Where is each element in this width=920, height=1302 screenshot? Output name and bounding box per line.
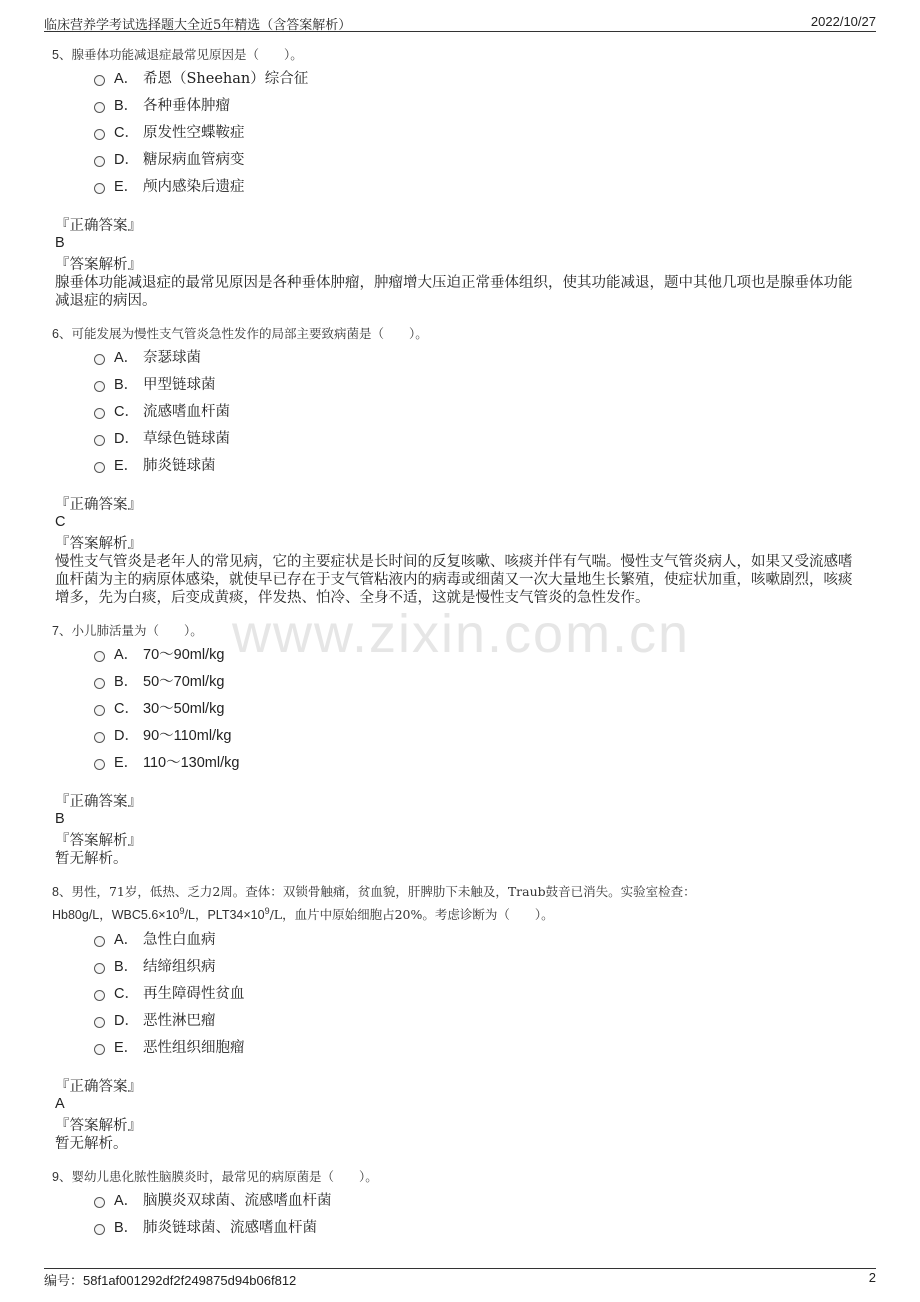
question-8-answer: A bbox=[55, 1096, 65, 1112]
page-number: 2 bbox=[868, 1270, 876, 1285]
question-8-stem-line2: Hb80g/L，$WBC5.6\times 10^9/L$，$PLT34\times 10^9/L$，血片中原始细胞占20%。考虑诊断为（ ）。 bbox=[52, 905, 554, 922]
watermark: www.zixin.com.cn bbox=[232, 604, 691, 664]
radio-icon[interactable] bbox=[94, 963, 105, 974]
radio-icon[interactable] bbox=[94, 354, 105, 365]
footer-divider bbox=[44, 1268, 876, 1269]
question-7-option-d[interactable]: D． 90～110ml/kg bbox=[94, 723, 231, 745]
radio-icon[interactable] bbox=[94, 129, 105, 140]
radio-icon[interactable] bbox=[94, 705, 105, 716]
question-5-answer: B bbox=[55, 235, 65, 251]
question-5-explanation: 腺垂体功能减退症的最常见原因是各种垂体肿瘤，肿瘤增大压迫正常垂体组织，使其功能减退，题中其他几项也是腺垂体功能减退症的病因。 bbox=[55, 275, 853, 309]
radio-icon[interactable] bbox=[94, 936, 105, 947]
answer-label: 『正确答案』 bbox=[55, 794, 142, 810]
document-code-label: 编号： bbox=[44, 1274, 84, 1289]
radio-icon[interactable] bbox=[94, 102, 105, 113]
answer-label: 『正确答案』 bbox=[55, 1079, 142, 1095]
radio-icon[interactable] bbox=[94, 759, 105, 770]
question-5-option-e[interactable]: E． 颅内感染后遗症 bbox=[94, 174, 245, 196]
question-5-option-c[interactable]: C． 原发性空蝶鞍症 bbox=[94, 120, 245, 142]
question-6-explanation: 慢性支气管炎是老年人的常见病，它的主要症状是长时间的反复咳嗽、咳痰并伴有气喘。慢性支气管炎病人，如果又受流感嗜血杆菌为主的病原体感染，就使早已存在于支气管粘液内的病毒或细菌又一次大量地生长繁殖，使症状加重，咳嗽剧烈，咳痰增多，先为白痰，后变成黄痰，伴发热、怕冷、全身不适，这就是慢性支气管炎的急性发作。 bbox=[55, 554, 853, 606]
question-6-stem: 6、可能发展为慢性支气管炎急性发作的局部主要致病菌是（ ）。 bbox=[52, 326, 428, 341]
explanation-label: 『答案解析』 bbox=[55, 257, 142, 273]
radio-icon[interactable] bbox=[94, 1017, 105, 1028]
radio-icon[interactable] bbox=[94, 183, 105, 194]
radio-icon[interactable] bbox=[94, 1044, 105, 1055]
question-9-option-b[interactable]: B． 肺炎链球菌、流感嗜血杆菌 bbox=[94, 1215, 317, 1237]
answer-label: 『正确答案』 bbox=[55, 497, 142, 513]
question-6-answer: C bbox=[55, 514, 66, 530]
question-7-option-a[interactable]: A． 70～90ml/kg bbox=[94, 642, 224, 664]
question-7-answer: B bbox=[55, 811, 65, 827]
question-8-option-b[interactable]: B． 结缔组织病 bbox=[94, 954, 216, 976]
radio-icon[interactable] bbox=[94, 462, 105, 473]
radio-icon[interactable] bbox=[94, 408, 105, 419]
question-5-option-d[interactable]: D． 糖尿病血管病变 bbox=[94, 147, 245, 169]
radio-icon[interactable] bbox=[94, 678, 105, 689]
question-5-option-b[interactable]: B． 各种垂体肿瘤 bbox=[94, 93, 230, 115]
question-6-option-d[interactable]: D． 草绿色链球菌 bbox=[94, 426, 230, 448]
question-6-option-c[interactable]: C． 流感嗜血杆菌 bbox=[94, 399, 230, 421]
question-7-option-e[interactable]: E． 110～130ml/kg bbox=[94, 750, 239, 772]
question-6-option-a[interactable]: A． 奈瑟球菌 bbox=[94, 345, 201, 367]
question-8-stem: 8、男性，71岁，低热、乏力2周。查体：双锁骨触痛，贫血貌，肝脾肋下未触及，Traub鼓音已消失。实验室检查： bbox=[52, 884, 696, 899]
question-8-option-d[interactable]: D． 恶性淋巴瘤 bbox=[94, 1008, 216, 1030]
question-7-stem: 7、小儿肺活量为（ ）。 bbox=[52, 623, 203, 638]
header-divider bbox=[44, 31, 876, 32]
question-8-option-c[interactable]: C． 再生障碍性贫血 bbox=[94, 981, 245, 1003]
page-header bbox=[44, 12, 876, 32]
radio-icon[interactable] bbox=[94, 732, 105, 743]
question-9-option-a[interactable]: A． 脑膜炎双球菌、流感嗜血杆菌 bbox=[94, 1188, 332, 1210]
question-8-option-e[interactable]: E． 恶性组织细胞瘤 bbox=[94, 1035, 245, 1057]
document-date: 2022/10/27 bbox=[810, 14, 876, 29]
question-7-option-b[interactable]: B． 50～70ml/kg bbox=[94, 669, 224, 691]
question-8-explanation: 暂无解析。 bbox=[55, 1136, 128, 1152]
question-5-stem: 5、腺垂体功能减退症最常见原因是（ ）。 bbox=[52, 47, 303, 62]
question-8-option-a[interactable]: A． 急性白血病 bbox=[94, 927, 216, 949]
question-5-option-a[interactable]: A． 希恩（Sheehan）综合征 bbox=[94, 66, 308, 88]
answer-label: 『正确答案』 bbox=[55, 218, 142, 234]
radio-icon[interactable] bbox=[94, 381, 105, 392]
radio-icon[interactable] bbox=[94, 1224, 105, 1235]
question-9-stem: 9、婴幼儿患化脓性脑膜炎时，最常见的病原菌是（ ）。 bbox=[52, 1169, 378, 1184]
explanation-label: 『答案解析』 bbox=[55, 1118, 142, 1134]
radio-icon[interactable] bbox=[94, 435, 105, 446]
radio-icon[interactable] bbox=[94, 651, 105, 662]
document-title: 临床营养学考试选择题大全近5年精选（含答案解析） bbox=[44, 18, 352, 33]
question-7-explanation: 暂无解析。 bbox=[55, 851, 128, 867]
radio-icon[interactable] bbox=[94, 990, 105, 1001]
question-6-option-b[interactable]: B． 甲型链球菌 bbox=[94, 372, 216, 394]
question-6-option-e[interactable]: E． 肺炎链球菌 bbox=[94, 453, 216, 475]
explanation-label: 『答案解析』 bbox=[55, 833, 142, 849]
document-code: 58f1af001292df2f249875d94b06f812 bbox=[83, 1273, 297, 1288]
page-footer bbox=[44, 1270, 876, 1289]
radio-icon[interactable] bbox=[94, 1197, 105, 1208]
question-7-option-c[interactable]: C． 30～50ml/kg bbox=[94, 696, 224, 718]
radio-icon[interactable] bbox=[94, 75, 105, 86]
radio-icon[interactable] bbox=[94, 156, 105, 167]
explanation-label: 『答案解析』 bbox=[55, 536, 142, 552]
